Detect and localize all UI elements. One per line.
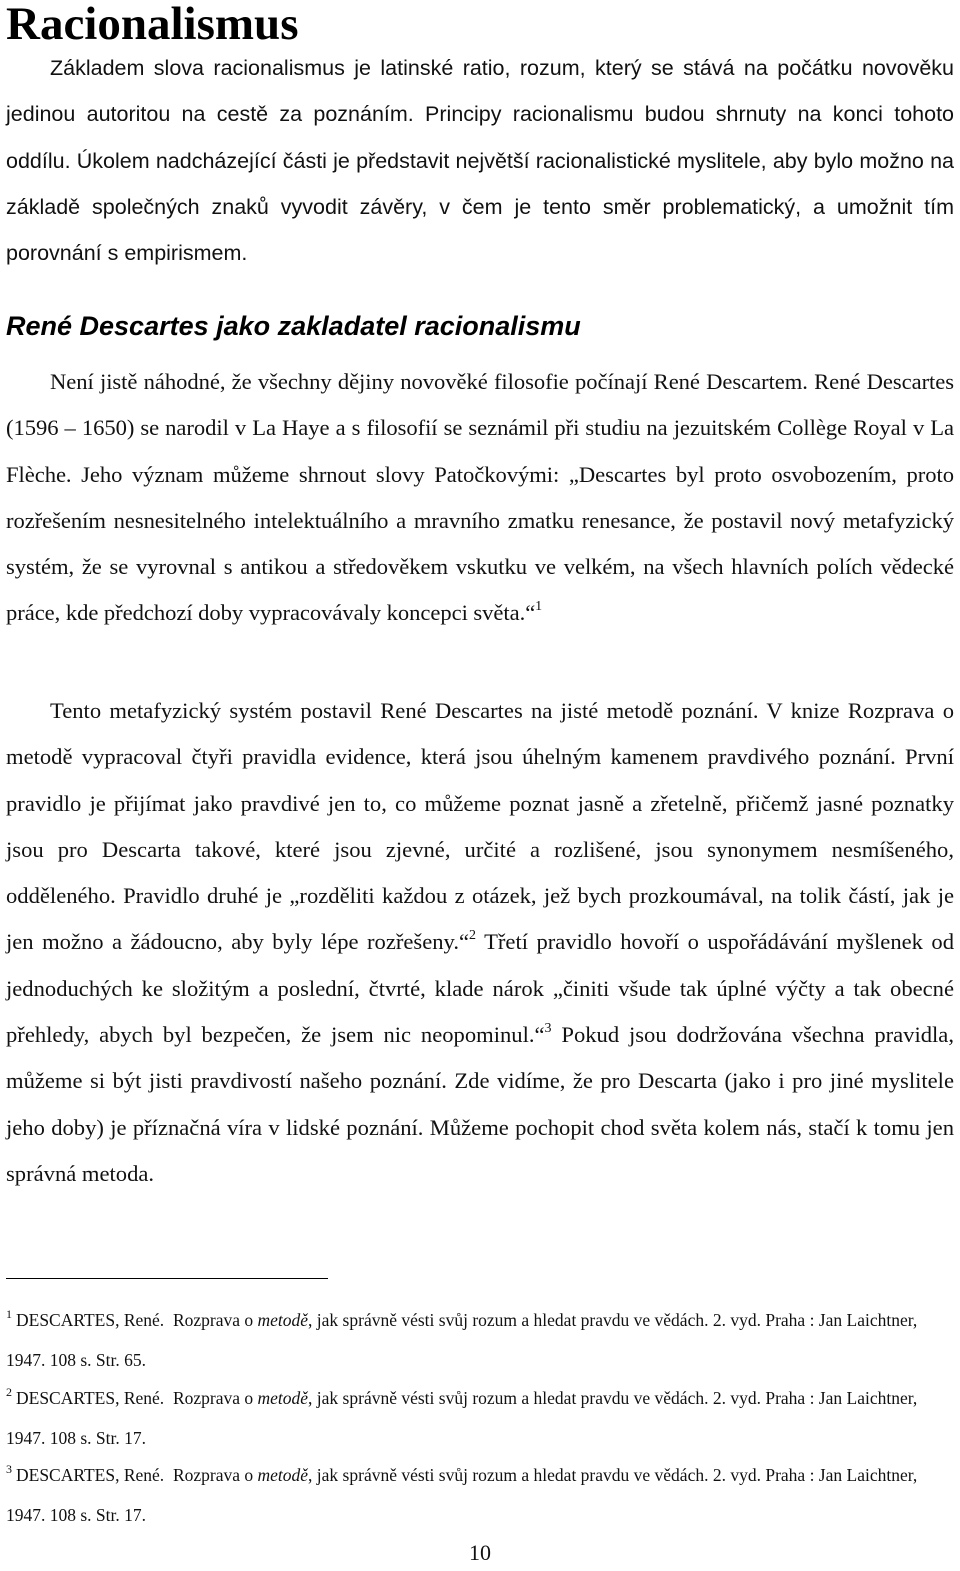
method-paragraph	[6, 688, 954, 1197]
footnote-separator	[6, 1278, 328, 1279]
paragraph-text: Pokud jsou dodržována všechna pravidla, můžeme si být jisti pravdivostí našeho poznání. Zde vidíme, že pro Descarta (jako i pro jiné myslitele jeho doby) je příznačná víra v lidské poznání. Můžeme pochopit chod světa kolem nás, stačí k tomu jen správná metoda.	[6, 1022, 954, 1186]
footnote-citation: , jak správně vésti svůj rozum a hledat pravdu ve vědách. 2. vyd. Praha : Jan Laichtner, 1947. 108 s. Str. 65.	[6, 1310, 918, 1370]
footnote-1	[6, 1300, 936, 1380]
footnote-author: DESCARTES, René.	[16, 1465, 165, 1485]
footnote-title: Rozprava o	[172, 1310, 254, 1330]
footnote-number: 3	[6, 1462, 12, 1476]
intro-paragraph	[6, 45, 954, 276]
descartes-intro-paragraph	[6, 359, 954, 637]
footnote-3	[6, 1455, 936, 1535]
footnote-title: Rozprava o	[172, 1465, 254, 1485]
footnote-title: Rozprava o	[172, 1388, 254, 1408]
footnote-2	[6, 1378, 936, 1458]
footnote-citation: , jak správně vésti svůj rozum a hledat pravdu ve vědách. 2. vyd. Praha : Jan Laichtner, 1947. 108 s. Str. 17.	[6, 1465, 918, 1525]
page-title: Racionalismus	[6, 0, 299, 50]
page-number: 10	[469, 1540, 491, 1565]
footnote-reference-3[interactable]: 3	[544, 1021, 552, 1037]
footnote-reference-2[interactable]: 2	[469, 928, 477, 944]
footnote-author: DESCARTES, René.	[16, 1310, 165, 1330]
section-heading: René Descartes jako zakladatel racionalismu	[6, 311, 581, 341]
footnote-number: 1	[6, 1307, 12, 1321]
paragraph-text: Není jistě náhodné, že všechny dějiny novověké filosofie počínají René Descartem. René Descartes (1596 – 1650) se narodil v La Haye a s filosofií se seznámil při studiu na jezuitském Collège Royal v La Flèche. Jeho význam můžeme shrnout slovy Patočkovými: „Descartes byl proto osvobozením, proto rozřešením nesnesitelného intelektuálního a mravního zmatku renesance, že postavil nový metafyzický systém, že se vyrovnal s antikou a středověkem vskutku ve velkém, na všech hlavních polích vědecké práce, kde předchozí doby vypracovávaly koncepci světa.“	[6, 369, 954, 626]
footnote-reference-1[interactable]: 1	[535, 599, 543, 615]
footnote-title-italic: metodě	[257, 1310, 309, 1330]
paragraph-text: Tento metafyzický systém postavil René Descartes na jisté metodě poznání. V knize Rozprava o metodě vypracoval čtyři pravidla evidence, která jsou úhelným kamenem pravdivého poznání. První pravidlo je přijímat jako pravdivé jen to, co můžeme poznat jasně a zřetelně, přičemž jasné poznatky jsou pro Descarta takové, které jsou zjevné, určité a rozlišené, jsou synonymem nesmíšeného, odděleného. Pravidlo druhé je „rozděliti každou z otázek, jež bych prozkoumával, na tolik částí, jak je jen možno a žádoucno, aby byly lépe rozřešeny.“	[6, 698, 954, 955]
footnote-citation: , jak správně vésti svůj rozum a hledat pravdu ve vědách. 2. vyd. Praha : Jan Laichtner, 1947. 108 s. Str. 17.	[6, 1388, 918, 1448]
footnote-author: DESCARTES, René.	[16, 1388, 165, 1408]
paragraph-text: Třetí pravidlo hovoří o uspořádávání myšlenek od jednoduchých ke složitým a poslední, čtvrté, klade nárok „činiti všude tak úplné výčty a tak obecné přehledy, abych byl bezpečen, že jsem nic neopominul.“	[6, 929, 954, 1048]
footnote-title-italic: metodě	[257, 1388, 309, 1408]
intro-paragraph-text: Základem slova racionalismus je latinské ratio, rozum, který se stává na počátku novověku jedinou autoritou na cestě za poznáním. Principy racionalismu budou shrnuty na konci tohoto oddílu. Úkolem nadcházející části je představit největší racionalistické myslitele, aby bylo možno na základě společných znaků vyvodit závěry, v čem je tento směr problematický, a umožnit tím porovnání s empirismem.	[6, 56, 954, 266]
footnote-title-italic: metodě	[257, 1465, 309, 1485]
footnote-number: 2	[6, 1385, 12, 1399]
